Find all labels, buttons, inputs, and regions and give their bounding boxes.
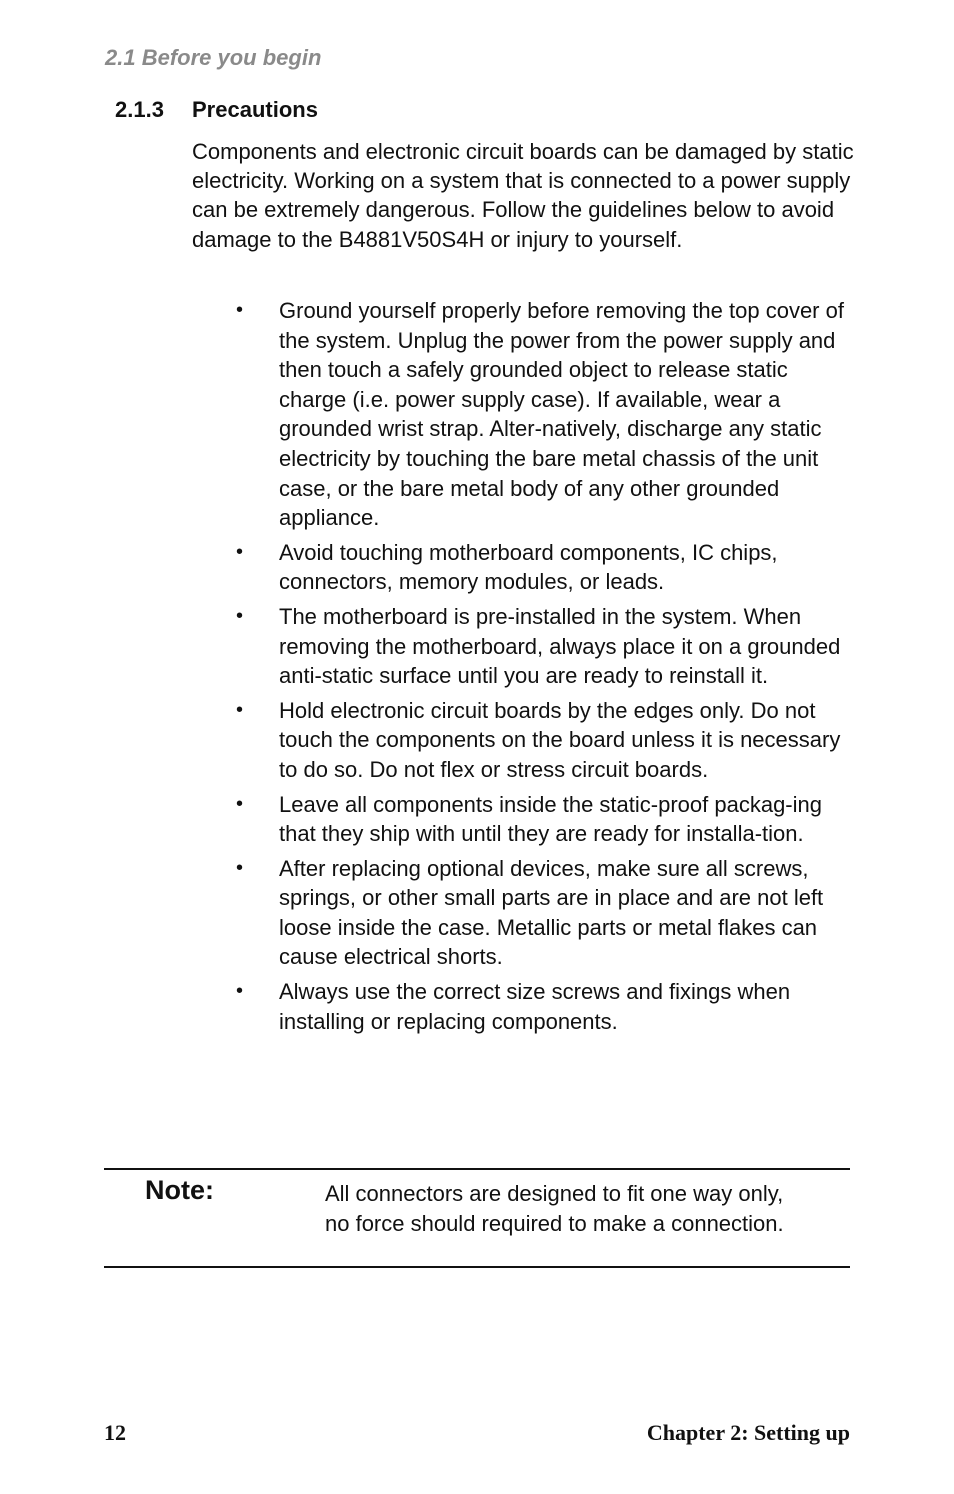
- intro-paragraph: Components and electronic circuit boards can be damaged by static electricity. Working on a system that is connected to a power supply can be extremely dangerous. Follow the guidelines below to avoid damage to the B4881V50S4H or injury to yourself.: [192, 139, 854, 252]
- note-label: Note:: [145, 1175, 214, 1205]
- section-heading: [115, 97, 318, 123]
- list-item-text: Always use the correct size screws and fixings when installing or replacing components.: [279, 979, 791, 1034]
- list-item-text: The motherboard is pre-installed in the system. When removing the motherboard, always place it on a grounded anti-static surface until you are ready to reinstall it.: [279, 603, 841, 689]
- list-item-text: Hold electronic circuit boards by the edges only. Do not touch the components on the board unless it is necessary to do so. Do not flex or stress circuit boards.: [279, 697, 841, 782]
- section-title: Precautions: [192, 97, 318, 122]
- bullet-icon: •: [236, 792, 244, 815]
- bullet-icon: •: [236, 980, 244, 1003]
- list-item-text: Avoid touching motherboard components, IC chips, connectors, memory modules, or leads.: [279, 539, 778, 595]
- page-number: 12: [104, 1420, 126, 1445]
- list-item: [236, 977, 856, 1036]
- note-box: [104, 1168, 850, 1268]
- bullet-icon: •: [236, 698, 244, 721]
- bullet-icon: •: [236, 856, 244, 879]
- bullet-icon: •: [236, 299, 244, 321]
- list-item-text: Leave all components inside the static-proof packag-ing that they ship with until they are ready for installa-tion.: [279, 791, 822, 847]
- chapter-footer: Chapter 2: Setting up: [646, 1420, 850, 1445]
- list-item-text: Ground yourself properly before removing the top cover of the system. Unplug the power from the power supply and then touch a safely grounded object to release static charge (i.e. power supply case). If available, wear a grounded wrist strap. Alter-natively, discharge any static electricity by touching the bare metal chassis of the unit case, or the bare metal body of any other grounded appliance.: [279, 298, 844, 531]
- bullet-icon: •: [236, 540, 244, 563]
- bullet-icon: •: [236, 604, 244, 627]
- note-text: All connectors are designed to fit one way only, no force should required to make a connection.: [325, 1181, 784, 1236]
- list-item: [236, 790, 856, 849]
- list-item: [236, 696, 856, 785]
- list-item: [236, 854, 856, 972]
- list-item: [236, 602, 856, 691]
- list-item: [236, 538, 856, 597]
- section-number: 2.1.3: [115, 97, 164, 122]
- list-item: [236, 296, 856, 533]
- list-item-text: After replacing optional devices, make sure all screws, springs, or other small parts are in place and are not left loose inside the case. Metallic parts or metal flakes can cause electrical shorts.: [279, 855, 824, 970]
- running-header: 2.1 Before you begin: [105, 45, 322, 70]
- precautions-list: [236, 296, 856, 1041]
